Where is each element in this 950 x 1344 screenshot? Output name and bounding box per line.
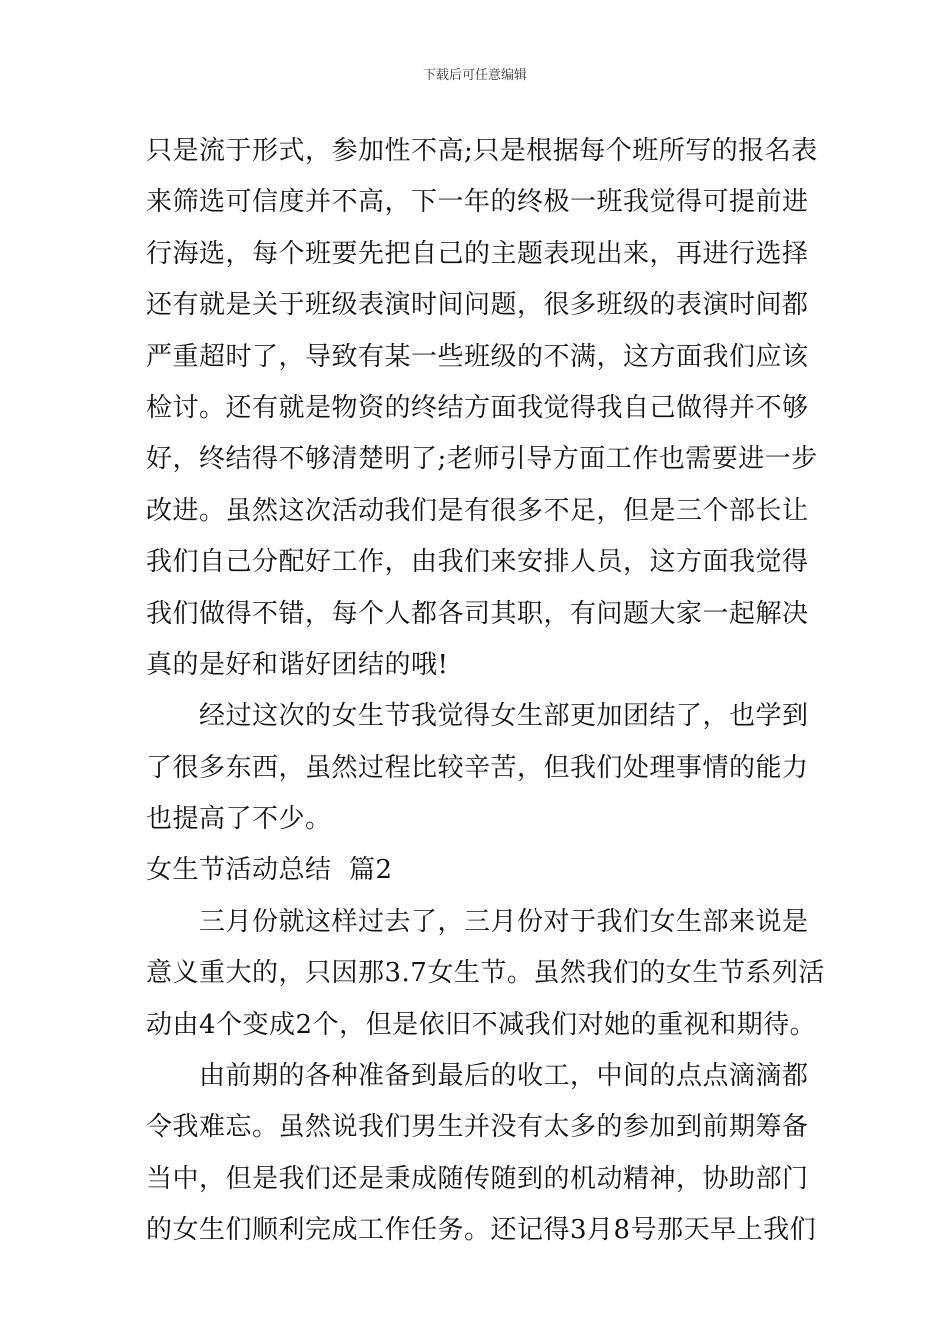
paragraph [146, 897, 825, 1051]
text-line: 由前期的各种准备到最后的收工，中间的点点滴滴都 [199, 1061, 809, 1092]
text-line: 真的是好和谐好团结的哦! [146, 649, 449, 680]
document-body [146, 126, 825, 1257]
text-line: 行海选，每个班要先把自己的主题表现出来，再进行选择 [146, 238, 809, 269]
section-heading [146, 845, 816, 896]
text-line: 我们自己分配好工作，由我们来安排人员，这方面我觉得 [146, 547, 809, 578]
text-line: 严重超时了，导致有某一些班级的不满，这方面我们应该 [146, 341, 809, 372]
text-line: 经过这次的女生节我觉得女生部更加团结了，也学到 [199, 701, 809, 732]
text-line: 改进。虽然这次活动我们是有很多不足，但是三个部长让 [146, 495, 809, 526]
text-line: 我们做得不错，每个人都各司其职，有问题大家一起解决 [146, 598, 809, 629]
text-line: 检讨。还有就是物资的终结方面我觉得我自己做得并不够 [146, 392, 809, 423]
text-line: 也提高了不少。 [146, 804, 332, 835]
page-header-note: 下载后可任意编辑 [422, 68, 527, 83]
text-line: 当中，但是我们还是秉成随传随到的机动精神，协助部门 [146, 1163, 809, 1194]
text-line: 还有就是关于班级表演时间问题，很多班级的表演时间都 [146, 290, 809, 321]
text-line: 意义重大的，只因那3.7女生节。虽然我们的女生节系列活 [146, 958, 825, 989]
text-line: 动由4个变成2个，但是依旧不减我们对她的重视和期待。 [146, 1009, 817, 1040]
text-line: 好，终结得不够清楚明了;老师引导方面工作也需要进一步 [146, 444, 818, 475]
text-line: 来筛选可信度并不高，下一年的终极一班我觉得可提前进 [146, 187, 809, 218]
text-line: 的女生们顺利完成工作任务。还记得3月8号那天早上我们 [146, 1215, 817, 1246]
text-line: 只是流于形式，参加性不高;只是根据每个班所写的报名表 [146, 136, 818, 166]
paragraph [146, 1051, 816, 1257]
text-line: 了很多东西，虽然过程比较辛苦，但我们处理事情的能力 [146, 752, 809, 783]
text-line: 令我难忘。虽然说我们男生并没有太多的参加到前期筹备 [146, 1112, 809, 1143]
paragraph [146, 691, 816, 845]
paragraph [146, 126, 816, 691]
section-heading-text: 女生节活动总结 篇2 [146, 855, 393, 886]
text-line: 三月份就这样过去了，三月份对于我们女生部来说是 [199, 906, 809, 937]
